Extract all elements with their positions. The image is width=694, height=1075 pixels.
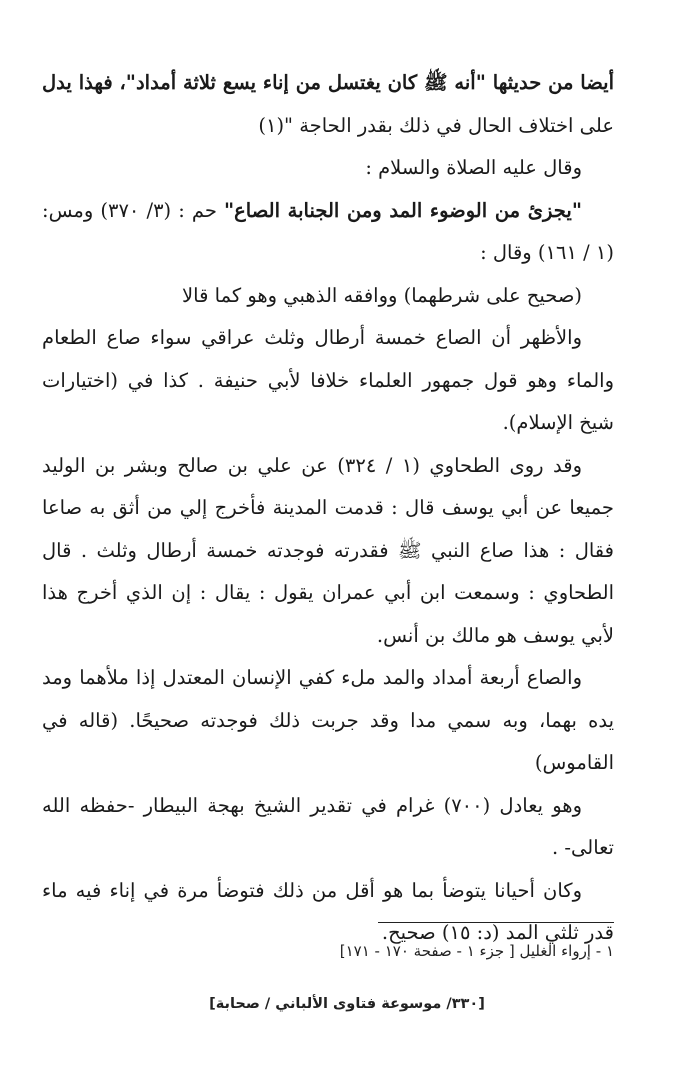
hadith-quote-1: أيضا من حديثها "أنه ﷺ كان يغتسل من إناء يسع ثلاثة أمداد"، فهذا يدل xyxy=(42,71,614,94)
footnote-divider xyxy=(378,922,614,923)
page-footer: [٣٣٠/ موسوعة فتاوى الألباني / صحابة] xyxy=(209,996,485,1012)
page-body xyxy=(42,62,614,955)
paragraph-2: وقال عليه الصلاة والسلام : xyxy=(365,156,582,179)
paragraph-1-rest: على اختلاف الحال في ذلك بقدر الحاجة "(١) xyxy=(258,113,614,137)
footnote: ١ - إرواء الغليل [ جزء ١ - صفحة ١٧٠ - ١٧١] xyxy=(339,942,614,960)
paragraph-4: (صحيح على شرطهما) ووافقه الذهبي وهو كما قالا xyxy=(182,283,582,307)
paragraph-7: والصاع أربعة أمداد والمد ملء كفي الإنسان المعتدل إذا ملأهما ومد يده بهما، وبه سمي مدا وقد جربت ذلك فوجدته صحيحًا. (قاله في القاموس) xyxy=(42,666,614,774)
paragraph-9: وكان أحيانا يتوضأ بما هو أقل من ذلك فتوضأ مرة في إناء فيه ماء قدر ثلثي المد (د: ١٥) صحيح. xyxy=(42,878,614,944)
paragraph-8: وهو يعادل (٧٠٠) غرام في تقدير الشيخ بهجة البيطار -حفظه الله تعالى- . xyxy=(42,793,614,859)
paragraph-5: والأظهر أن الصاع خمسة أرطال وثلث عراقي سواء صاع الطعام والماء وهو قول جمهور العلماء خلافا لأبي حنيفة . كذا في (اختيارات شيخ الإسلام). xyxy=(42,326,614,434)
hadith-quote-2: "يجزئ من الوضوء المد ومن الجنابة الصاع" xyxy=(224,198,582,222)
paragraph-6: وقد روى الطحاوي (١ / ٣٢٤) عن علي بن صالح وبشر بن الوليد جميعا عن أبي يوسف قال : قدمت المدينة فأخرج إلي من أثق به صاعا فقال : هذا صاع النبي ﷺ فقدرته فوجدته خمسة أرطال وثلث . قال الطحاوي : وسمعت ابن أبي عمران يقول : يقال : إن الذي أخرج هذا لأبي يوسف هو مالك بن أنس. xyxy=(42,453,614,647)
paragraph-3-rest: حم : (٣/ ٣٧٠) ومس: (١ / ١٦١) وقال : xyxy=(42,198,614,264)
paragraph-1 xyxy=(42,62,614,147)
paragraph-3 xyxy=(42,190,614,275)
